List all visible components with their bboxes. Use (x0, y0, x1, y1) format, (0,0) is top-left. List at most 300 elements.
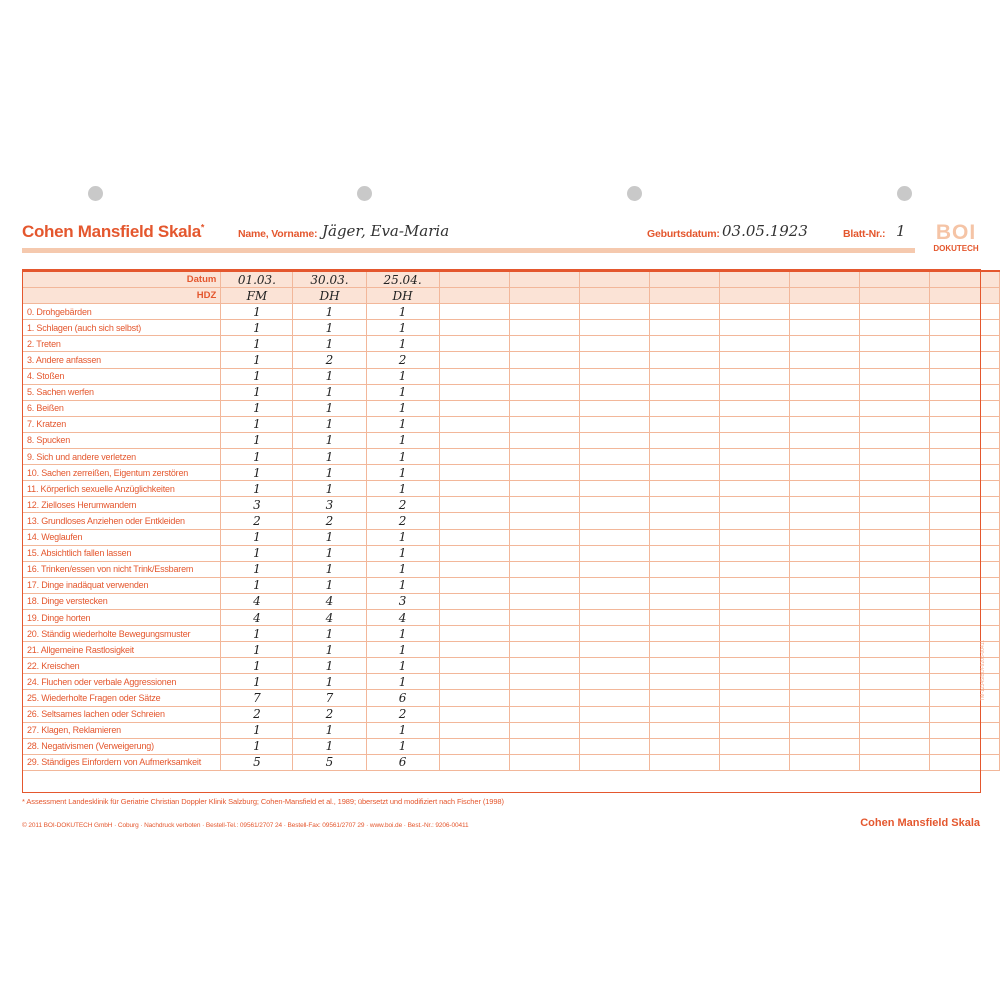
date-cell: 30.03. (293, 271, 366, 288)
score-cell: 1 (293, 738, 366, 754)
table-row (23, 706, 1000, 722)
empty-header-cell (719, 288, 789, 304)
item-label: 14. Weglaufen (23, 529, 221, 545)
empty-cell (859, 545, 929, 561)
score-cell: 1 (221, 352, 293, 368)
score-cell: 2 (366, 497, 439, 513)
score-cell: 1 (293, 658, 366, 674)
empty-cell (649, 336, 719, 352)
header-underline (22, 248, 915, 253)
copyright-line: © 2011 BOI-DOKUTECH GmbH · Coburg · Nachdruck verboten · Bestell-Tel.: 09561/2707 24 · Bestell-Fax: 09561/2707 29 · www.boi.de · Best.-Nr.: 9206-00411 (22, 822, 469, 829)
birth-date-label: Geburtsdatum: (647, 228, 720, 240)
score-cell: 3 (366, 593, 439, 609)
empty-cell (509, 416, 579, 432)
empty-cell (439, 465, 509, 481)
empty-cell (789, 642, 859, 658)
empty-cell (859, 561, 929, 577)
score-cell: 1 (366, 626, 439, 642)
empty-cell (439, 593, 509, 609)
empty-header-cell (439, 288, 509, 304)
punch-hole (357, 186, 372, 201)
table-row (23, 481, 1000, 497)
score-cell: 1 (293, 481, 366, 497)
empty-header-cell (719, 271, 789, 288)
empty-cell (509, 545, 579, 561)
empty-cell (649, 432, 719, 448)
empty-cell (649, 754, 719, 770)
empty-cell (509, 577, 579, 593)
empty-cell (789, 754, 859, 770)
item-label: 10. Sachen zerreißen, Eigentum zerstören (23, 465, 221, 481)
empty-cell (509, 529, 579, 545)
empty-cell (439, 754, 509, 770)
empty-cell (929, 320, 999, 336)
empty-cell (509, 674, 579, 690)
empty-cell (859, 449, 929, 465)
empty-cell (789, 690, 859, 706)
empty-cell (789, 529, 859, 545)
empty-cell (789, 465, 859, 481)
empty-cell (649, 481, 719, 497)
score-cell: 1 (293, 626, 366, 642)
empty-cell (789, 384, 859, 400)
table-row (23, 497, 1000, 513)
empty-cell (859, 642, 929, 658)
table-row (23, 593, 1000, 609)
table-row (23, 416, 1000, 432)
empty-cell (929, 738, 999, 754)
score-cell: 1 (366, 432, 439, 448)
table-row (23, 400, 1000, 416)
empty-cell (509, 400, 579, 416)
table-row (23, 513, 1000, 529)
empty-cell (579, 432, 649, 448)
empty-cell (509, 561, 579, 577)
score-cell: 4 (221, 593, 293, 609)
empty-cell (509, 754, 579, 770)
empty-cell (789, 368, 859, 384)
empty-cell (789, 738, 859, 754)
empty-cell (439, 529, 509, 545)
table-row (23, 432, 1000, 448)
empty-cell (789, 320, 859, 336)
empty-cell (929, 545, 999, 561)
empty-header-cell (579, 288, 649, 304)
empty-cell (439, 738, 509, 754)
empty-cell (509, 626, 579, 642)
score-cell: 1 (221, 577, 293, 593)
score-cell: 1 (221, 449, 293, 465)
empty-cell (579, 400, 649, 416)
empty-cell (789, 658, 859, 674)
score-cell: 1 (293, 304, 366, 320)
score-cell: 1 (221, 674, 293, 690)
table-row (23, 738, 1000, 754)
empty-cell (789, 706, 859, 722)
side-order-code: TM-12345/BOI-9206-00411 (980, 640, 986, 701)
score-cell: 1 (366, 722, 439, 738)
score-cell: 1 (221, 416, 293, 432)
empty-cell (719, 706, 789, 722)
empty-cell (929, 577, 999, 593)
empty-cell (789, 400, 859, 416)
empty-header-cell (509, 271, 579, 288)
footnote: * Assessment Landesklinik für Geriatrie Christian Doppler Klinik Salzburg; Cohen-Mansfield et al., 1989; übersetzt und modifiziert nach Fischer (1998) (22, 797, 504, 806)
empty-cell (439, 449, 509, 465)
score-cell: 1 (366, 738, 439, 754)
empty-header-cell (789, 271, 859, 288)
item-label: 20. Ständig wiederholte Bewegungsmuster (23, 626, 221, 642)
empty-cell (439, 384, 509, 400)
empty-cell (859, 465, 929, 481)
score-cell: 1 (366, 658, 439, 674)
empty-cell (859, 593, 929, 609)
item-label: 26. Seltsames lachen oder Schreien (23, 706, 221, 722)
score-cell: 3 (293, 497, 366, 513)
empty-cell (579, 609, 649, 625)
empty-cell (579, 449, 649, 465)
score-cell: 1 (221, 481, 293, 497)
empty-cell (439, 674, 509, 690)
score-cell: 1 (221, 368, 293, 384)
empty-cell (859, 529, 929, 545)
empty-cell (859, 626, 929, 642)
score-cell: 1 (366, 384, 439, 400)
hdz-cell: DH (366, 288, 439, 304)
score-cell: 2 (221, 513, 293, 529)
empty-cell (789, 545, 859, 561)
item-label: 15. Absichtlich fallen lassen (23, 545, 221, 561)
empty-cell (859, 352, 929, 368)
empty-cell (439, 481, 509, 497)
empty-cell (719, 690, 789, 706)
item-label: 8. Spucken (23, 432, 221, 448)
form-header (22, 222, 982, 258)
empty-cell (719, 497, 789, 513)
score-cell: 1 (221, 738, 293, 754)
score-cell: 2 (221, 706, 293, 722)
empty-cell (439, 513, 509, 529)
empty-cell (649, 513, 719, 529)
empty-cell (439, 497, 509, 513)
empty-cell (719, 320, 789, 336)
score-cell: 1 (366, 545, 439, 561)
score-cell: 1 (366, 529, 439, 545)
score-cell: 1 (293, 384, 366, 400)
table-row (23, 449, 1000, 465)
empty-cell (719, 513, 789, 529)
empty-cell (439, 545, 509, 561)
score-cell: 2 (293, 706, 366, 722)
item-label: 6. Beißen (23, 400, 221, 416)
empty-cell (859, 674, 929, 690)
score-cell: 1 (221, 561, 293, 577)
score-cell: 2 (366, 513, 439, 529)
item-label: 19. Dinge horten (23, 609, 221, 625)
empty-header-cell (859, 288, 929, 304)
score-cell: 1 (366, 400, 439, 416)
score-cell: 5 (293, 754, 366, 770)
empty-cell (649, 609, 719, 625)
empty-cell (649, 561, 719, 577)
empty-cell (789, 609, 859, 625)
empty-cell (859, 706, 929, 722)
score-cell: 1 (366, 642, 439, 658)
empty-cell (649, 738, 719, 754)
score-cell: 1 (366, 481, 439, 497)
table-row (23, 609, 1000, 625)
item-label: 9. Sich und andere verletzen (23, 449, 221, 465)
empty-cell (509, 368, 579, 384)
empty-header-cell (579, 271, 649, 288)
empty-cell (719, 432, 789, 448)
empty-cell (649, 642, 719, 658)
score-cell: 3 (221, 497, 293, 513)
empty-cell (859, 400, 929, 416)
footer-form-name: Cohen Mansfield Skala (860, 817, 980, 829)
item-label: 17. Dinge inadäquat verwenden (23, 577, 221, 593)
empty-cell (439, 320, 509, 336)
empty-cell (929, 352, 999, 368)
table-row (23, 642, 1000, 658)
empty-cell (439, 722, 509, 738)
score-cell: 4 (293, 609, 366, 625)
empty-cell (789, 481, 859, 497)
empty-cell (789, 416, 859, 432)
empty-cell (649, 706, 719, 722)
table-row (23, 384, 1000, 400)
score-cell: 1 (366, 561, 439, 577)
empty-cell (929, 609, 999, 625)
empty-cell (649, 722, 719, 738)
empty-cell (789, 304, 859, 320)
empty-cell (929, 384, 999, 400)
empty-cell (859, 690, 929, 706)
empty-cell (649, 320, 719, 336)
table-row (23, 690, 1000, 706)
empty-cell (929, 722, 999, 738)
empty-cell (929, 593, 999, 609)
empty-cell (509, 738, 579, 754)
score-cell: 5 (221, 754, 293, 770)
score-cell: 2 (293, 513, 366, 529)
empty-cell (439, 352, 509, 368)
score-cell: 1 (293, 561, 366, 577)
empty-cell (859, 384, 929, 400)
score-cell: 1 (293, 642, 366, 658)
table-row (23, 674, 1000, 690)
empty-cell (439, 304, 509, 320)
empty-cell (649, 577, 719, 593)
date-header-label: Datum (23, 271, 221, 288)
empty-cell (579, 304, 649, 320)
empty-cell (719, 561, 789, 577)
empty-cell (719, 384, 789, 400)
table-row (23, 722, 1000, 738)
empty-cell (789, 561, 859, 577)
empty-cell (719, 609, 789, 625)
empty-cell (929, 706, 999, 722)
empty-cell (509, 658, 579, 674)
empty-cell (859, 416, 929, 432)
score-cell: 6 (366, 754, 439, 770)
empty-cell (579, 642, 649, 658)
table-row (23, 336, 1000, 352)
empty-cell (649, 465, 719, 481)
empty-cell (579, 336, 649, 352)
empty-cell (789, 352, 859, 368)
sheet-number-value: 1 (896, 222, 906, 240)
item-label: 2. Treten (23, 336, 221, 352)
empty-cell (929, 368, 999, 384)
empty-cell (789, 432, 859, 448)
empty-cell (579, 738, 649, 754)
score-cell: 1 (293, 368, 366, 384)
empty-cell (509, 593, 579, 609)
empty-cell (579, 545, 649, 561)
item-label: 1. Schlagen (auch sich selbst) (23, 320, 221, 336)
empty-cell (719, 449, 789, 465)
empty-cell (719, 626, 789, 642)
empty-cell (719, 754, 789, 770)
empty-cell (719, 368, 789, 384)
empty-header-cell (789, 288, 859, 304)
empty-cell (439, 626, 509, 642)
score-cell: 2 (293, 352, 366, 368)
empty-cell (439, 577, 509, 593)
table-row (23, 754, 1000, 770)
empty-cell (509, 352, 579, 368)
empty-cell (579, 722, 649, 738)
name-label: Name, Vorname: (238, 228, 318, 240)
empty-header-cell (929, 271, 999, 288)
empty-cell (859, 481, 929, 497)
empty-cell (649, 626, 719, 642)
empty-cell (719, 400, 789, 416)
empty-cell (579, 658, 649, 674)
date-cell: 25.04. (366, 271, 439, 288)
empty-header-cell (509, 288, 579, 304)
empty-cell (509, 336, 579, 352)
empty-cell (509, 513, 579, 529)
empty-cell (439, 416, 509, 432)
score-cell: 1 (366, 674, 439, 690)
empty-cell (579, 368, 649, 384)
table-row (23, 577, 1000, 593)
hdz-cell: DH (293, 288, 366, 304)
empty-header-cell (649, 288, 719, 304)
empty-cell (579, 481, 649, 497)
empty-cell (649, 384, 719, 400)
empty-cell (789, 626, 859, 642)
empty-cell (649, 449, 719, 465)
item-label: 29. Ständiges Einfordern von Aufmerksamkeit (23, 754, 221, 770)
score-cell: 1 (221, 320, 293, 336)
empty-cell (439, 642, 509, 658)
empty-cell (579, 626, 649, 642)
empty-cell (929, 449, 999, 465)
score-cell: 2 (366, 352, 439, 368)
empty-cell (929, 754, 999, 770)
table-row (23, 545, 1000, 561)
score-cell: 1 (293, 449, 366, 465)
empty-cell (579, 577, 649, 593)
score-cell: 1 (366, 416, 439, 432)
score-cell: 1 (221, 545, 293, 561)
boi-logo: BOI DOKUTECH (933, 221, 979, 253)
score-cell: 1 (293, 722, 366, 738)
score-cell: 1 (293, 336, 366, 352)
score-cell: 1 (366, 336, 439, 352)
score-cell: 1 (221, 384, 293, 400)
item-label: 18. Dinge verstecken (23, 593, 221, 609)
empty-cell (719, 545, 789, 561)
score-cell: 1 (366, 320, 439, 336)
score-cell: 1 (366, 368, 439, 384)
item-label: 0. Drohgebärden (23, 304, 221, 320)
empty-cell (719, 352, 789, 368)
empty-cell (859, 368, 929, 384)
empty-cell (649, 674, 719, 690)
empty-cell (509, 706, 579, 722)
empty-cell (789, 722, 859, 738)
empty-cell (579, 384, 649, 400)
empty-cell (439, 561, 509, 577)
item-label: 21. Allgemeine Rastlosigkeit (23, 642, 221, 658)
empty-cell (649, 416, 719, 432)
score-cell: 1 (293, 545, 366, 561)
score-cell: 4 (221, 609, 293, 625)
item-label: 27. Klagen, Reklamieren (23, 722, 221, 738)
empty-cell (649, 400, 719, 416)
item-label: 22. Kreischen (23, 658, 221, 674)
empty-cell (719, 658, 789, 674)
empty-cell (579, 593, 649, 609)
empty-cell (509, 481, 579, 497)
empty-cell (509, 384, 579, 400)
empty-cell (579, 465, 649, 481)
empty-cell (649, 368, 719, 384)
empty-cell (439, 368, 509, 384)
empty-cell (579, 416, 649, 432)
score-cell: 1 (221, 722, 293, 738)
empty-cell (649, 529, 719, 545)
empty-cell (719, 529, 789, 545)
score-cell: 1 (293, 577, 366, 593)
birth-date-value: 03.05.1923 (722, 222, 808, 240)
table-row (23, 529, 1000, 545)
empty-cell (649, 497, 719, 513)
empty-cell (579, 674, 649, 690)
empty-header-cell (859, 271, 929, 288)
table-row (23, 561, 1000, 577)
score-cell: 1 (293, 416, 366, 432)
empty-cell (439, 609, 509, 625)
score-cell: 1 (293, 529, 366, 545)
empty-cell (789, 593, 859, 609)
empty-cell (719, 465, 789, 481)
empty-cell (859, 754, 929, 770)
punch-hole (627, 186, 642, 201)
score-cell: 7 (293, 690, 366, 706)
score-cell: 6 (366, 690, 439, 706)
empty-cell (719, 738, 789, 754)
empty-cell (649, 690, 719, 706)
empty-cell (649, 593, 719, 609)
score-cell: 1 (293, 400, 366, 416)
table-row (23, 626, 1000, 642)
empty-cell (509, 609, 579, 625)
